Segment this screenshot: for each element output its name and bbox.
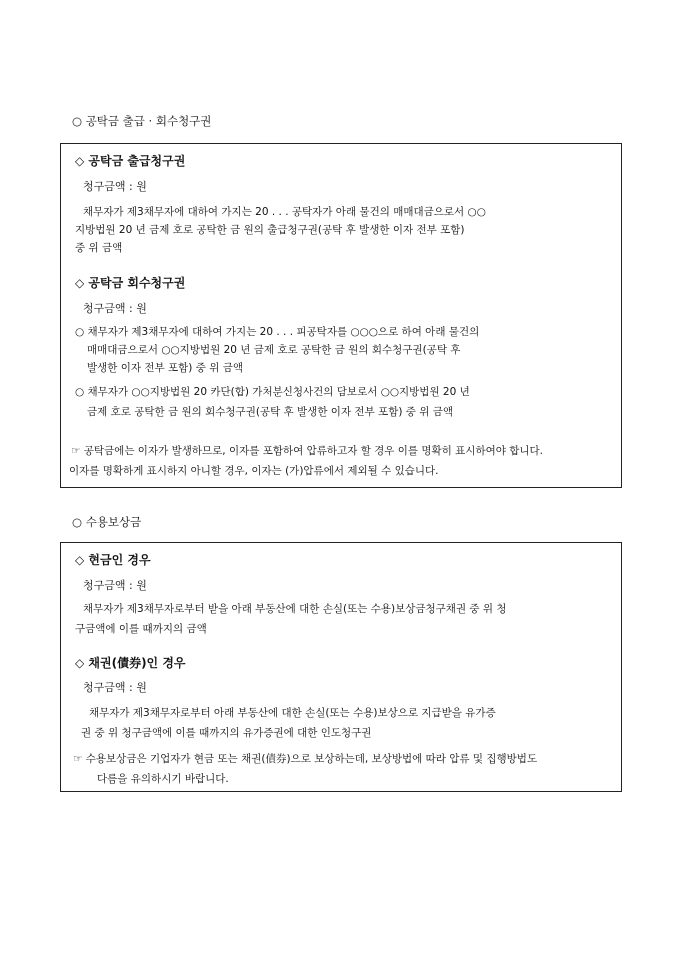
body-line: 매매대금으로서 ○○지방법원 20 년 금제 호로 공탁한 금 원의 회수청구권(공탁 후 [87,344,461,356]
body-line: 구금액에 이를 때까지의 금액 [75,623,207,635]
body-line: 권 중 위 청구금액에 이를 때까지의 유가증권에 대한 인도청구권 [81,727,372,739]
note-line: ☞ 수용보상금은 기업자가 현금 또는 채권(債券)으로 보상하는데, 보상방법에 따라 압류 및 집행방법도 [73,753,538,765]
claim-amount-line: 청구금액 : 원 [83,180,147,193]
heading-bond: ◇ 채권(債券)인 경우 [75,656,186,670]
body-line: 지방법원 20 년 금제 호로 공탁한 금 원의 출급청구권(공탁 후 발생한 이자 전부 포함) [75,224,465,236]
body-line: ○ 채무자가 ○○지방법원 20 카단(합) 가처분신청사건의 담보로서 ○○지방법원 20 년 [75,386,470,398]
heading-deposit-withdrawal: ◇ 공탁금 출급청구권 [75,154,186,168]
body-line: 채무자가 제3채무자로부터 아래 부동산에 대한 손실(또는 수용)보상으로 지급받을 유가증 [89,707,496,719]
deposit-claim-box [60,143,622,488]
body-line: 중 위 금액 [75,242,123,254]
claim-amount-line: 청구금액 : 원 [83,681,147,694]
body-line: 채무자가 제3채무자로부터 받을 아래 부동산에 대한 손실(또는 수용)보상금청구채권 중 위 청 [83,603,507,615]
body-line: 채무자가 제3채무자에 대하여 가지는 20 . . . 공탁자가 아래 물건의 매매대금으로서 ○○ [83,206,486,218]
body-line: ○ 채무자가 제3채무자에 대하여 가지는 20 . . . 피공탁자를 ○○○으로 하여 아래 물건의 [75,326,480,338]
claim-amount-line: 청구금액 : 원 [83,302,147,315]
body-line: 발생한 이자 전부 포함) 중 위 금액 [87,362,243,374]
section-title-deposit: ○ 공탁금 출급 · 회수청구권 [72,114,212,128]
heading-deposit-recovery: ◇ 공탁금 회수청구권 [75,276,186,290]
expropriation-claim-box [60,542,622,792]
note-line: ☞ 공탁금에는 이자가 발생하므로, 이자를 포함하여 압류하고자 할 경우 이를 명확히 표시하여야 합니다. [71,445,544,457]
note-line: 다름을 유의하시기 바랍니다. [97,773,229,785]
claim-amount-line: 청구금액 : 원 [83,579,147,592]
note-line: 이자를 명확하게 표시하지 아니할 경우, 이자는 (가)압류에서 제외될 수 있습니다. [69,465,439,477]
heading-cash: ◇ 현금인 경우 [75,553,151,567]
body-line: 금제 호로 공탁한 금 원의 회수청구권(공탁 후 발생한 이자 전부 포함) 중 위 금액 [87,406,454,418]
section-title-expropriation: ○ 수용보상금 [72,515,142,529]
